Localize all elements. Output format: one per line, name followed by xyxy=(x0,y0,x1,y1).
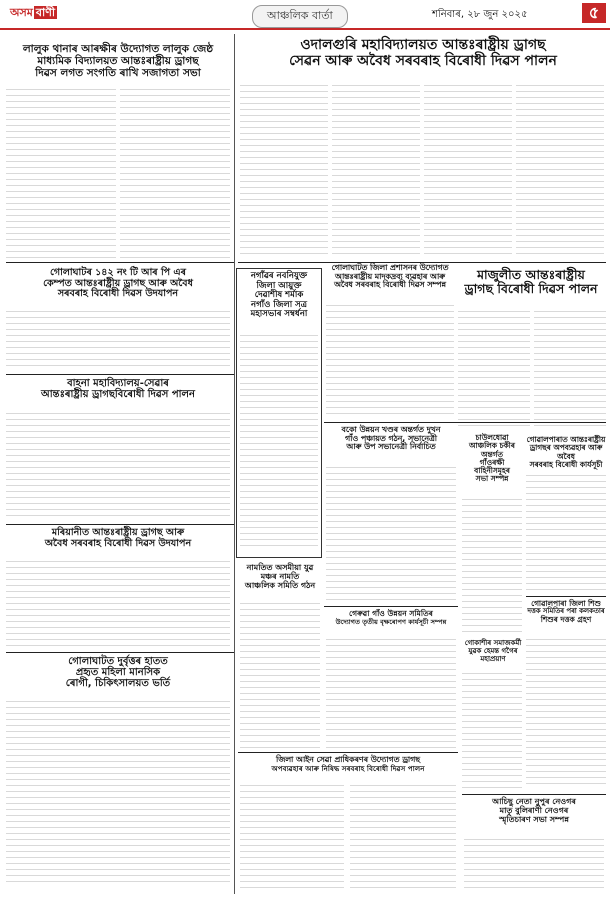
headline-nupur xyxy=(462,798,606,825)
article-body xyxy=(424,80,512,258)
headline-line: ড্ৰাগছৰ অপব্যৱহাৰ আৰু অবৈধ xyxy=(529,443,603,461)
section-title: আঞ্চলিক বাৰ্তা xyxy=(252,5,348,28)
headline-line: দিৱস লগত সংগতি ৰাখি সজাগতা সভা xyxy=(35,66,201,79)
article-body xyxy=(526,634,606,784)
logo-box: বাণী xyxy=(35,6,56,19)
headline-line: সেৱন আৰু অবৈধ সৰবৰাহ বিৰোধী দিৱস পালন xyxy=(289,52,557,69)
headline-line: গোলাঘাটত দুৰ্বৃত্তৰ হাতত xyxy=(68,656,168,667)
headline-gokashi xyxy=(462,640,524,663)
headline-line: মহাসভাৰ সম্বৰ্ধনা xyxy=(250,309,308,320)
headline-line: গোৱালপাৰা জিলা শিশু xyxy=(531,599,601,608)
headline-line: মৰিয়ানীত আন্তঃৰাষ্ট্ৰীয় ড্ৰাগছ আৰু xyxy=(51,527,185,538)
article-body xyxy=(332,80,420,258)
headline-line: সভা সম্পন্ন xyxy=(475,474,509,484)
headline-udalguri xyxy=(240,38,606,69)
date-line: শনিবাৰ, ২৮ জুন ২০২৫ xyxy=(432,9,528,20)
headline-nagaon xyxy=(238,272,320,320)
page-header xyxy=(0,0,610,30)
divider xyxy=(6,524,234,525)
headline-line: বাহনা মহাবিদ্যালয়-সেৱাৰ xyxy=(67,378,169,389)
headline-boko xyxy=(324,426,458,452)
headline-line: ড্ৰাগছ বিৰোধী দিৱস পালন xyxy=(464,281,598,296)
headline-line: জিলা আইন সেৱা প্ৰাধিকৰণৰ উদ্যোগত ড্ৰাগছ xyxy=(275,755,421,764)
headline-line: আন্তঃৰাষ্ট্ৰীয় মাদকদ্ৰব্য ব্যৱহাৰ আৰু xyxy=(334,271,445,281)
article-body xyxy=(534,306,606,430)
headline-line: আঞ্চলিক চকীৰ xyxy=(469,441,515,451)
headline-line: গাঁও পঞ্চায়ত গঠন, সভানেত্ৰী xyxy=(345,433,437,443)
headline-line: নগাঁৱৰ নবনিযুক্ত xyxy=(250,271,308,281)
divider xyxy=(526,596,606,597)
headline-line: গোৱালপাৰাত আন্তঃৰাষ্ট্ৰীয় xyxy=(526,435,606,444)
headline-gerua xyxy=(324,610,458,626)
headline-line: সৰবৰাহ বিৰোধী কাৰ্যসূচী xyxy=(529,459,603,469)
column-divider xyxy=(234,34,235,894)
headline-lalruk xyxy=(6,44,230,79)
headline-line: দেৱাশীষ শৰ্মাক xyxy=(254,290,304,301)
headline-line: আৰু উপ সভানেত্ৰী নিৰ্বাচিত xyxy=(346,442,436,452)
headline-line: নগাঁও জিলা সত্ৰ xyxy=(251,299,307,310)
headline-line: দত্তক সমিতিৰ পৰা কলকতাৰ xyxy=(527,607,605,616)
article-body xyxy=(6,306,230,370)
article-body xyxy=(6,84,116,260)
article-body xyxy=(326,462,456,602)
article-body xyxy=(6,556,230,648)
page-number: ৫ xyxy=(582,3,606,23)
headline-line: প্ৰহৃত মহিলা মানসিক xyxy=(75,667,161,679)
article-body xyxy=(6,696,230,886)
headline-line: মাজুলীত আন্তঃৰাষ্ট্ৰীয় xyxy=(477,267,585,282)
headline-line: নামতিত অসমীয়া যুৱ xyxy=(246,563,314,572)
divider xyxy=(462,794,606,795)
headline-line: জিলা আয়ুক্ত xyxy=(256,280,302,291)
masthead-logo xyxy=(10,4,57,23)
article-body xyxy=(458,306,530,430)
headline-line: কেম্পত আন্তঃৰাষ্ট্ৰীয় ড্ৰাগছ আৰু অবৈধ xyxy=(43,277,193,289)
headline-line: যুৱক হেমন্ত গগৈৰ xyxy=(468,646,518,655)
headline-mariani xyxy=(6,528,230,549)
article-body xyxy=(326,300,454,418)
divider xyxy=(6,374,234,375)
headline-line: বকো উন্নয়ন খণ্ডৰ অন্তৰ্গত দুখন xyxy=(341,425,441,434)
headline-line: অবৈধ সৰবৰাহ বিৰোধী দিৱস সম্পন্ন xyxy=(334,280,446,290)
headline-line: গোলাঘাটত জিলা প্ৰশাসনৰ উদ্যোগত xyxy=(331,263,449,272)
article-body xyxy=(516,80,604,258)
article-body xyxy=(120,84,230,260)
article-body xyxy=(326,634,456,748)
article-body xyxy=(350,780,456,890)
divider xyxy=(324,422,606,423)
headline-line: অন্তৰ্গত xyxy=(481,449,503,459)
headline-line: গেৰুৱা গাঁও উন্নয়ন সমিতিৰ xyxy=(349,609,433,618)
logo-text: অসম xyxy=(10,6,33,19)
article-body xyxy=(464,834,604,890)
divider xyxy=(6,652,234,653)
headline-line: আঞ্চলিক সমিতি গঠন xyxy=(244,580,316,590)
headline-golaghat-admin xyxy=(326,264,454,290)
headline-golaghat-trp xyxy=(6,268,230,300)
headline-line: চাউলধোৱা xyxy=(475,433,509,442)
article-body xyxy=(6,408,230,518)
headline-line: স্মৃতিচাৰণ সভা সম্পন্ন xyxy=(499,814,569,824)
headline-line: মঞ্চৰ নামতি xyxy=(260,571,300,581)
article-body xyxy=(240,780,344,890)
divider xyxy=(6,262,234,263)
headline-line: সৰবৰাহ বিৰোধী দিৱস উদযাপন xyxy=(57,288,179,300)
headline-goalpara xyxy=(526,436,606,469)
headline-line: আন্তঃৰাষ্ট্ৰীয় ড্ৰাগছবিৰোধী দিৱস পালন xyxy=(41,389,195,401)
article-body xyxy=(240,598,320,748)
headline-line: গাঁওৰক্ষী xyxy=(479,457,505,467)
divider xyxy=(324,606,458,607)
headline-line: অপব্যৱহাৰ আৰু নিষিদ্ধ সৰবৰাহ বিৰোধী দিৱস পালন xyxy=(271,763,425,773)
headline-line: অবৈধ সৰবৰাহ বিৰোধী দিৱস উদযাপন xyxy=(44,537,192,549)
headline-goalpara-adoption xyxy=(526,600,606,624)
article-body xyxy=(526,470,606,590)
headline-line: ৰোগী, চিকিৎসালয়ত ভৰ্তি xyxy=(65,678,171,690)
headline-line: মাধ্যমিক বিদ্যালয়ত আন্তঃৰাষ্ট্ৰীয় ড্ৰাগছ xyxy=(37,54,199,67)
article-body xyxy=(462,668,522,788)
headline-line: শিশুৰ দত্তক গ্ৰহণ xyxy=(540,614,592,624)
headline-line: ওদালগুৰি মহাবিদ্যালয়ত আন্তঃৰাষ্ট্ৰীয় ড্ৰাগছ xyxy=(300,37,546,53)
headline-line: মাতৃ বুলিৰাণী নেওগৰ xyxy=(499,805,569,815)
headline-line: বাহিনীসমূহৰ xyxy=(474,466,510,476)
headline-bahona xyxy=(6,378,230,400)
headline-line: মহাপ্ৰয়াণ xyxy=(480,654,506,663)
headline-chaoldhowa xyxy=(462,434,522,484)
headline-line: উদ্যোগত তৃতীয় বৃক্ষৰোপণ কাৰ্যসূচী সম্পন্ন xyxy=(335,617,447,626)
headline-namti xyxy=(238,564,322,591)
divider xyxy=(238,752,458,753)
headline-golaghat-patient xyxy=(6,656,230,690)
headline-majuli xyxy=(456,268,606,296)
headline-line: গোলাঘাটৰ ১৪২ নং টি আৰ পি এৰ xyxy=(50,267,186,278)
article-body xyxy=(240,330,318,550)
headline-legal-services xyxy=(238,756,458,773)
headline-line: আচিছু নেতা নুপুৰ নেওগৰ xyxy=(492,797,576,806)
article-body xyxy=(462,494,522,634)
headline-line: লালুক থানাৰ আৰক্ষীৰ উদ্যোগত লালুক জেষ্ঠ xyxy=(22,43,214,55)
headline-line: গোকাশীৰ সমাজকৰ্মী xyxy=(464,639,522,647)
article-body xyxy=(240,80,328,258)
